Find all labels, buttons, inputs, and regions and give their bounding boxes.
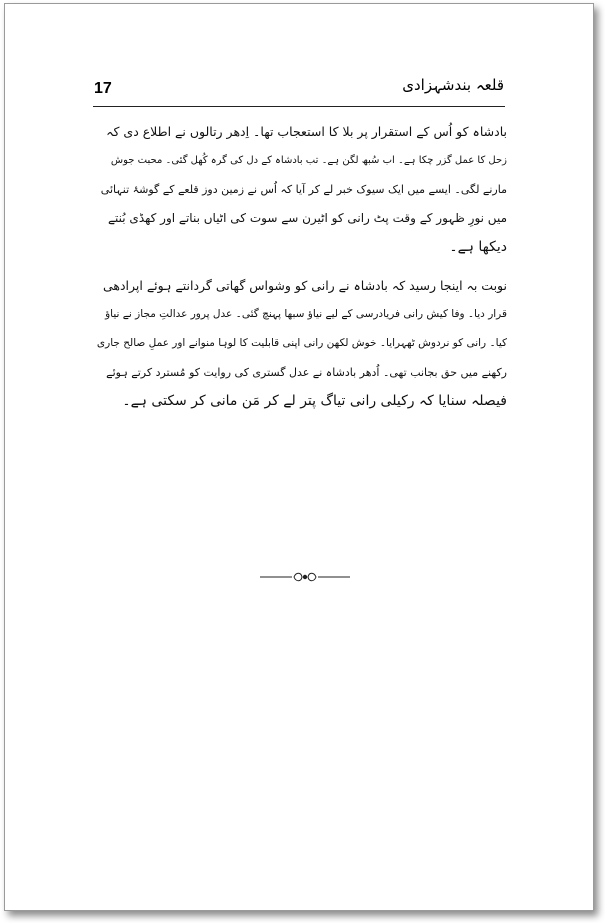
text-line: بادشاہ کو اُس کے استقرار پر بلا کا استعجاب تھا۔ اِدھر رتالوں نے اطلاع دی کہ [106, 124, 507, 139]
page-number: 17 [94, 80, 112, 97]
header-rule [93, 106, 505, 107]
text-line: کیا۔ رانی کو نردوش ٹھہرایا۔ خوش لکھن رانی اپنی قابلیت کا لوہا منوانے اور عملِ صالح جاری [96, 337, 507, 349]
page-header [5, 76, 593, 106]
text-line: مارنے لگی۔ ایسے میں ایک سیوک خبر لے کر آیا کہ اُس نے زمین دوز قلعے کے گوشۂ تنہائی [100, 183, 507, 196]
paragraph [93, 117, 507, 262]
book-page [4, 3, 594, 911]
text-line: میں نورِ ظہور کے وقت پٹ رانی کو اٹیرن سے سوت کی اٹیاں بناتے اور کھڈی بُنتے [108, 211, 507, 225]
running-title: قلعہ بندشہزادی [402, 76, 504, 94]
text-line: زحل کا عمل گزر چکا ہے۔ اب سُبھ لگن ہے۔ تب بادشاہ کے دل کی گرہ کُھل گئی۔ محبت جوش [110, 155, 507, 166]
body-text [93, 117, 507, 416]
paragraph-gap [93, 262, 507, 271]
text-line: دیکھا ہے۔ [449, 239, 507, 255]
text-line: رکھنے میں حق بجانب تھی۔ اُدھر بادشاہ نے عدل گستری کی روایت کو مُسترد کرتے ہوئے [106, 366, 507, 379]
text-line: فیصلہ سنایا کہ رکیلی رانی تیاگ پتر لے کر مَن مانی کر سکتی ہے۔ [122, 393, 507, 409]
text-line: قرار دیا۔ وفا کیش رانی فریادرسی کے لیے نیاؤ سبھا پہنچ گئی۔ عدل پرور عدالتِ مجاز نے نیاؤ [105, 308, 507, 320]
text-line: نوبت بہ اینجا رسید کہ بادشاہ نے رانی کو وشواس گھاتی گردانتے ہوئے اپرادھی [102, 278, 507, 293]
paragraph [93, 271, 507, 416]
section-divider-ornament [260, 570, 350, 584]
